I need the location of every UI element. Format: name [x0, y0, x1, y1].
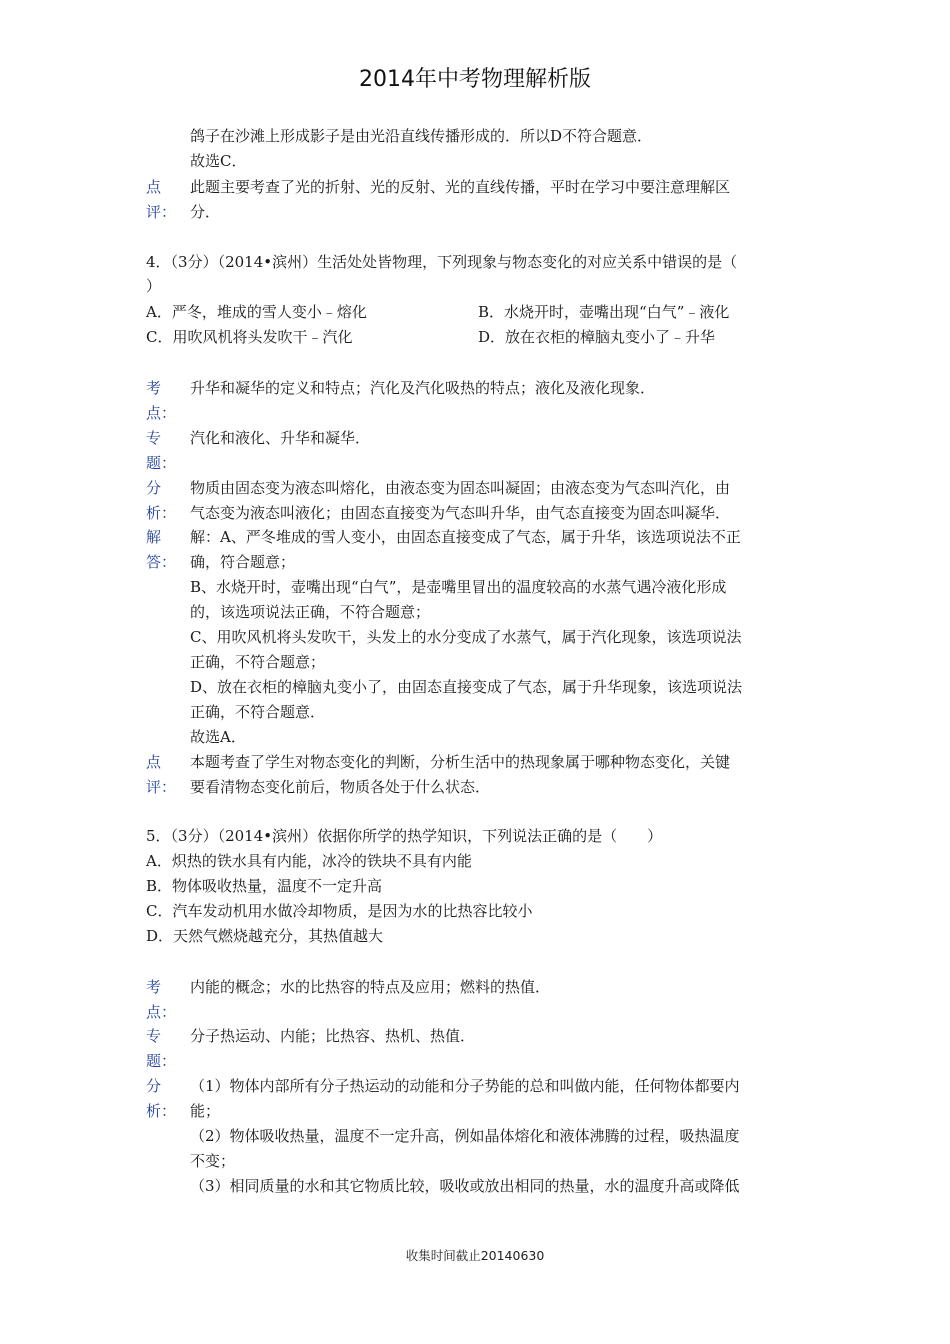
prev-comment-label: 评：	[146, 203, 177, 221]
q5-fenxi-line: （2）物体吸收热量，温度不一定升高，例如晶体熔化和液体沸腾的过程，吸热温度	[190, 1127, 740, 1145]
q5-kaodian-label: 点：	[146, 1003, 177, 1021]
q4-jieda-line: 确，符合题意；	[190, 553, 296, 571]
q5-kaodian: 内能的概念；水的比热容的特点及应用；燃料的热值．	[190, 978, 551, 996]
prev-comment-label: 点	[146, 178, 162, 196]
q5-fenxi-line: （3）相同质量的水和其它物质比较，吸收或放出相同的热量，水的温度升高或降低	[190, 1177, 740, 1195]
q4-dianping-line: 本题考查了学生对物态变化的判断，分析生活中的热现象属于哪种物态变化，关键	[190, 753, 731, 771]
q5-stem: 5．（3分）（2014•滨州）依据你所学的热学知识，下列说法正确的是（ ）	[146, 827, 663, 845]
q4-fenxi-label: 析：	[146, 504, 177, 522]
q5-fenxi-line: 能；	[190, 1102, 221, 1120]
q5-zhuanti-label: 专	[146, 1027, 162, 1045]
q5-option-a: A．炽热的铁水具有内能，冰冷的铁块不具有内能	[146, 852, 472, 870]
q4-fenxi-line: 气态变为液态叫液化；由固态直接变为气态叫升华，由气态直接变为固态叫凝华．	[190, 504, 731, 522]
q4-fenxi-line: 物质由固态变为液态叫熔化，由液态变为固态叫凝固；由液态变为气态叫汽化，由	[190, 479, 731, 497]
prev-comment-line: 分．	[190, 203, 221, 221]
q4-zhuanti-label: 专	[146, 429, 162, 447]
q4-option-a: A．严冬，堆成的雪人变小﹣熔化	[146, 303, 367, 321]
q4-option-d: D．放在衣柜的樟脑丸变小了﹣升华	[478, 328, 716, 346]
q4-jieda-line: 正确，不符合题意；	[190, 653, 326, 671]
q4-dianping-label: 评：	[146, 778, 177, 796]
q4-fenxi-label: 分	[146, 479, 162, 497]
q4-jieda-line: 的，该选项说法正确，不符合题意；	[190, 603, 431, 621]
q4-kaodian: 升华和凝华的定义和特点；汽化及汽化吸热的特点；液化及液化现象．	[190, 379, 656, 397]
q5-fenxi-label: 分	[146, 1077, 162, 1095]
q5-option-b: B．物体吸收热量，温度不一定升高	[146, 877, 383, 895]
q4-jieda-line: 故选A．	[190, 728, 246, 746]
q4-jieda-line: C、用吹风机将头发吹干，头发上的水分变成了水蒸气，属于汽化现象，该选项说法	[190, 628, 742, 646]
q5-option-d: D．天然气燃烧越充分，其热值越大	[146, 927, 384, 945]
q4-kaodian-label: 点：	[146, 404, 177, 422]
q4-kaodian-label: 考	[146, 379, 162, 397]
q5-fenxi-line: 不变；	[190, 1152, 236, 1170]
q5-fenxi-line: （1）物体内部所有分子热运动的动能和分子势能的总和叫做内能，任何物体都要内	[190, 1077, 740, 1095]
q4-jieda-label: 解	[146, 528, 162, 546]
q4-stem: 4．（3分）（2014•滨州）生活处处皆物理，下列现象与物态变化的对应关系中错误的是（	[146, 253, 738, 271]
q4-zhuanti: 汽化和液化、升华和凝华．	[190, 429, 371, 447]
q4-stem-end: ）	[146, 277, 162, 295]
q4-jieda-line: 正确，不符合题意．	[190, 703, 326, 721]
q4-jieda-line: B、水烧开时，壶嘴出现“白气”，是壶嘴里冒出的温度较高的水蒸气遇冷液化形成	[190, 578, 727, 596]
q4-jieda-line: 解：A、严冬堆成的雪人变小，由固态直接变成了气态，属于升华，该选项说法不正	[190, 528, 741, 546]
q4-zhuanti-label: 题：	[146, 454, 177, 472]
q5-zhuanti: 分子热运动、内能；比热容、热机、热值．	[190, 1027, 476, 1045]
q4-option-b: B．水烧开时，壶嘴出现“白气”﹣液化	[478, 303, 730, 321]
prev-analysis-line: 鸽子在沙滩上形成影子是由光沿直线传播形成的．所以D不符合题意．	[190, 127, 653, 145]
q4-jieda-line: D、放在衣柜的樟脑丸变小了，由固态直接变成了气态，属于升华现象，该选项说法	[190, 678, 743, 696]
prev-answer-line: 故选C．	[190, 152, 247, 170]
prev-comment-line: 此题主要考查了光的折射、光的反射、光的直线传播，平时在学习中要注意理解区	[190, 178, 731, 196]
q4-dianping-label: 点	[146, 753, 162, 771]
q4-jieda-label: 答：	[146, 553, 177, 571]
q5-kaodian-label: 考	[146, 978, 162, 996]
q5-fenxi-label: 析：	[146, 1102, 177, 1120]
q4-dianping-line: 要看清物态变化前后，物质各处于什么状态．	[190, 778, 491, 796]
page-title: 2014年中考物理解析版	[359, 67, 591, 92]
q5-option-c: C．汽车发动机用水做冷却物质，是因为水的比热容比较小	[146, 902, 533, 920]
page-footer: 收集时间截止20140630	[405, 1248, 545, 1263]
q5-zhuanti-label: 题：	[146, 1052, 177, 1070]
q4-option-c: C．用吹风机将头发吹干﹣汽化	[146, 328, 353, 346]
